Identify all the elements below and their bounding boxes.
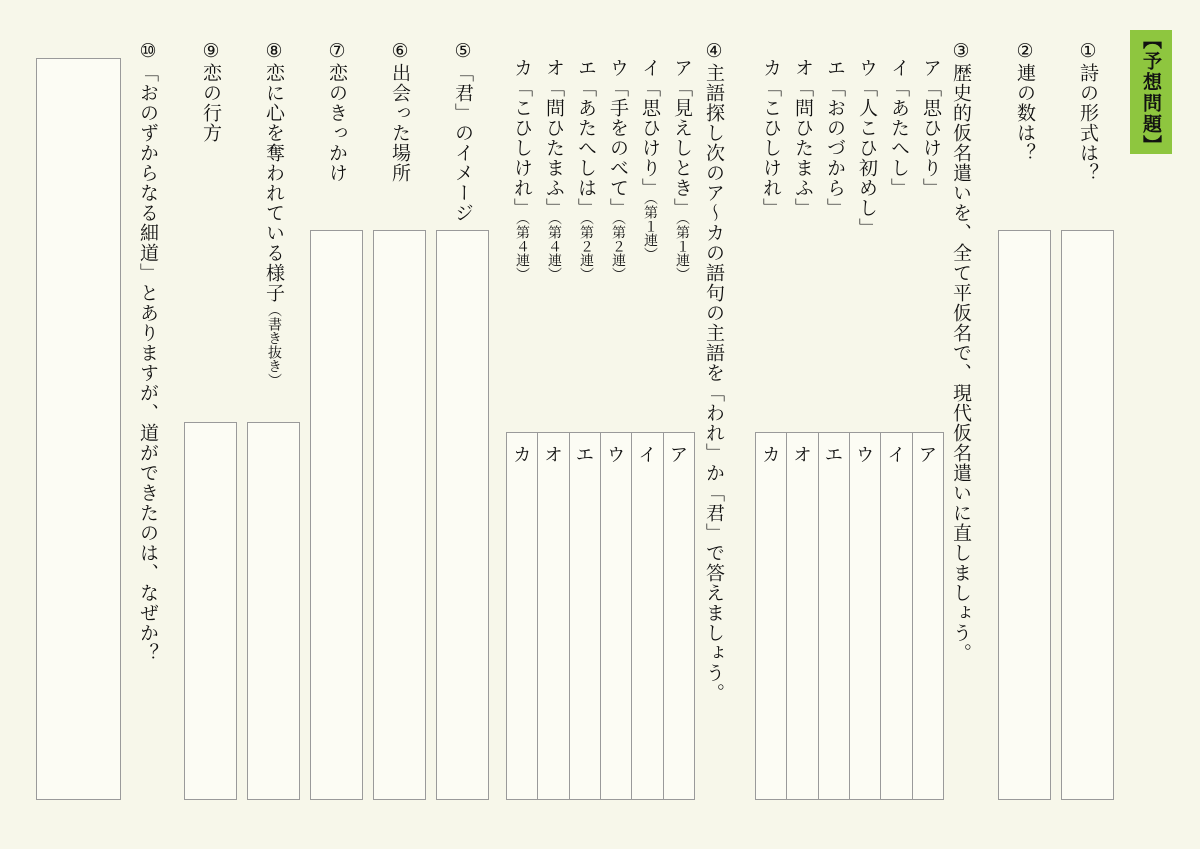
q4-item-text: カ「こひしけれ」 (511, 58, 533, 218)
q3-item-u: ウ「人こひ初めし」 (856, 58, 878, 238)
page-title: 【予想問題】 (1130, 30, 1172, 154)
grid-label: ア (669, 445, 688, 466)
question-3: ③歴史的仮名遣いを、全て平仮名で、現代仮名遣いに直しましょう。 (950, 40, 972, 663)
grid-cell-ka[interactable] (756, 433, 786, 799)
q8-note: （書き抜き） (266, 303, 282, 387)
grid-label: カ (513, 445, 532, 466)
grid-cell-u[interactable] (600, 433, 631, 799)
q4-item-note: （第４連） (514, 218, 530, 281)
grid-label: ア (918, 445, 937, 466)
question-9: ⑨恋の行方 (200, 40, 222, 143)
answer-grid-4 (506, 432, 695, 800)
grid-cell-u[interactable] (849, 433, 880, 799)
grid-label: イ (887, 445, 906, 466)
q4-item-note: （第４連） (546, 218, 562, 281)
question-8 (260, 40, 288, 387)
answer-box-6[interactable] (373, 230, 426, 800)
answer-grid-3 (755, 432, 944, 800)
answer-box-10[interactable] (36, 58, 121, 800)
q4-item-e (572, 58, 600, 281)
q4-item-note: （第２連） (578, 218, 594, 281)
grid-cell-a[interactable] (912, 433, 943, 799)
answer-box-2[interactable] (998, 230, 1051, 800)
question-6: ⑥出会った場所 (389, 40, 411, 183)
answer-box-5[interactable] (436, 230, 489, 800)
question-4: ④主語探し次のア～カの語句の主語を「われ」か「君」で答えましょう。 (703, 40, 725, 703)
grid-cell-i[interactable] (880, 433, 911, 799)
q4-item-ka (508, 58, 536, 281)
grid-cell-e[interactable] (818, 433, 849, 799)
grid-label: カ (762, 445, 781, 466)
q4-item-note: （第１連） (674, 218, 690, 281)
grid-cell-e[interactable] (569, 433, 600, 799)
q4-item-note: （第２連） (610, 218, 626, 281)
q3-item-e: エ「おのづから」 (824, 58, 846, 218)
grid-label: ウ (856, 445, 875, 466)
grid-label: オ (793, 445, 812, 466)
q4-item-a (668, 58, 696, 281)
grid-cell-i[interactable] (631, 433, 662, 799)
grid-label: エ (575, 445, 594, 466)
grid-cell-ka[interactable] (507, 433, 537, 799)
answer-box-9[interactable] (184, 422, 237, 800)
q4-item-note: （第１連） (642, 198, 658, 261)
question-5: ⑤「君」のイメージ (452, 40, 474, 223)
grid-label: イ (638, 445, 657, 466)
question-1: ①詩の形式は？ (1077, 40, 1099, 183)
q4-item-o (540, 58, 568, 281)
q4-item-text: ウ「手をのべて」 (607, 58, 629, 218)
grid-label: ウ (607, 445, 626, 466)
q4-item-text: エ「あたへしは」 (575, 58, 597, 218)
answer-box-1[interactable] (1061, 230, 1114, 800)
q3-item-ka: カ「こひしけれ」 (760, 58, 782, 218)
q4-item-text: イ「思ひけり」 (639, 58, 661, 198)
q4-item-u (604, 58, 632, 281)
question-10: ⑩「おのずからなる細道」とありますが、道ができたのは、なぜか？ (137, 40, 159, 663)
grid-label: オ (544, 445, 563, 466)
grid-cell-a[interactable] (663, 433, 694, 799)
question-2: ②連の数は？ (1014, 40, 1036, 163)
q3-item-o: オ「問ひたまふ」 (792, 58, 814, 218)
question-7: ⑦恋のきっかけ (326, 40, 348, 183)
grid-cell-o[interactable] (786, 433, 817, 799)
q3-item-i: イ「あたへし」 (888, 58, 910, 198)
grid-cell-o[interactable] (537, 433, 568, 799)
answer-box-8[interactable] (247, 422, 300, 800)
q4-item-text: オ「問ひたまふ」 (543, 58, 565, 218)
answer-box-7[interactable] (310, 230, 363, 800)
q4-item-text: ア「見えしとき」 (671, 58, 693, 218)
q3-item-a: ア「思ひけり」 (920, 58, 942, 198)
q8-text: ⑧恋に心を奪われている様子 (263, 40, 285, 303)
grid-label: エ (824, 445, 843, 466)
q4-item-i (636, 58, 664, 261)
